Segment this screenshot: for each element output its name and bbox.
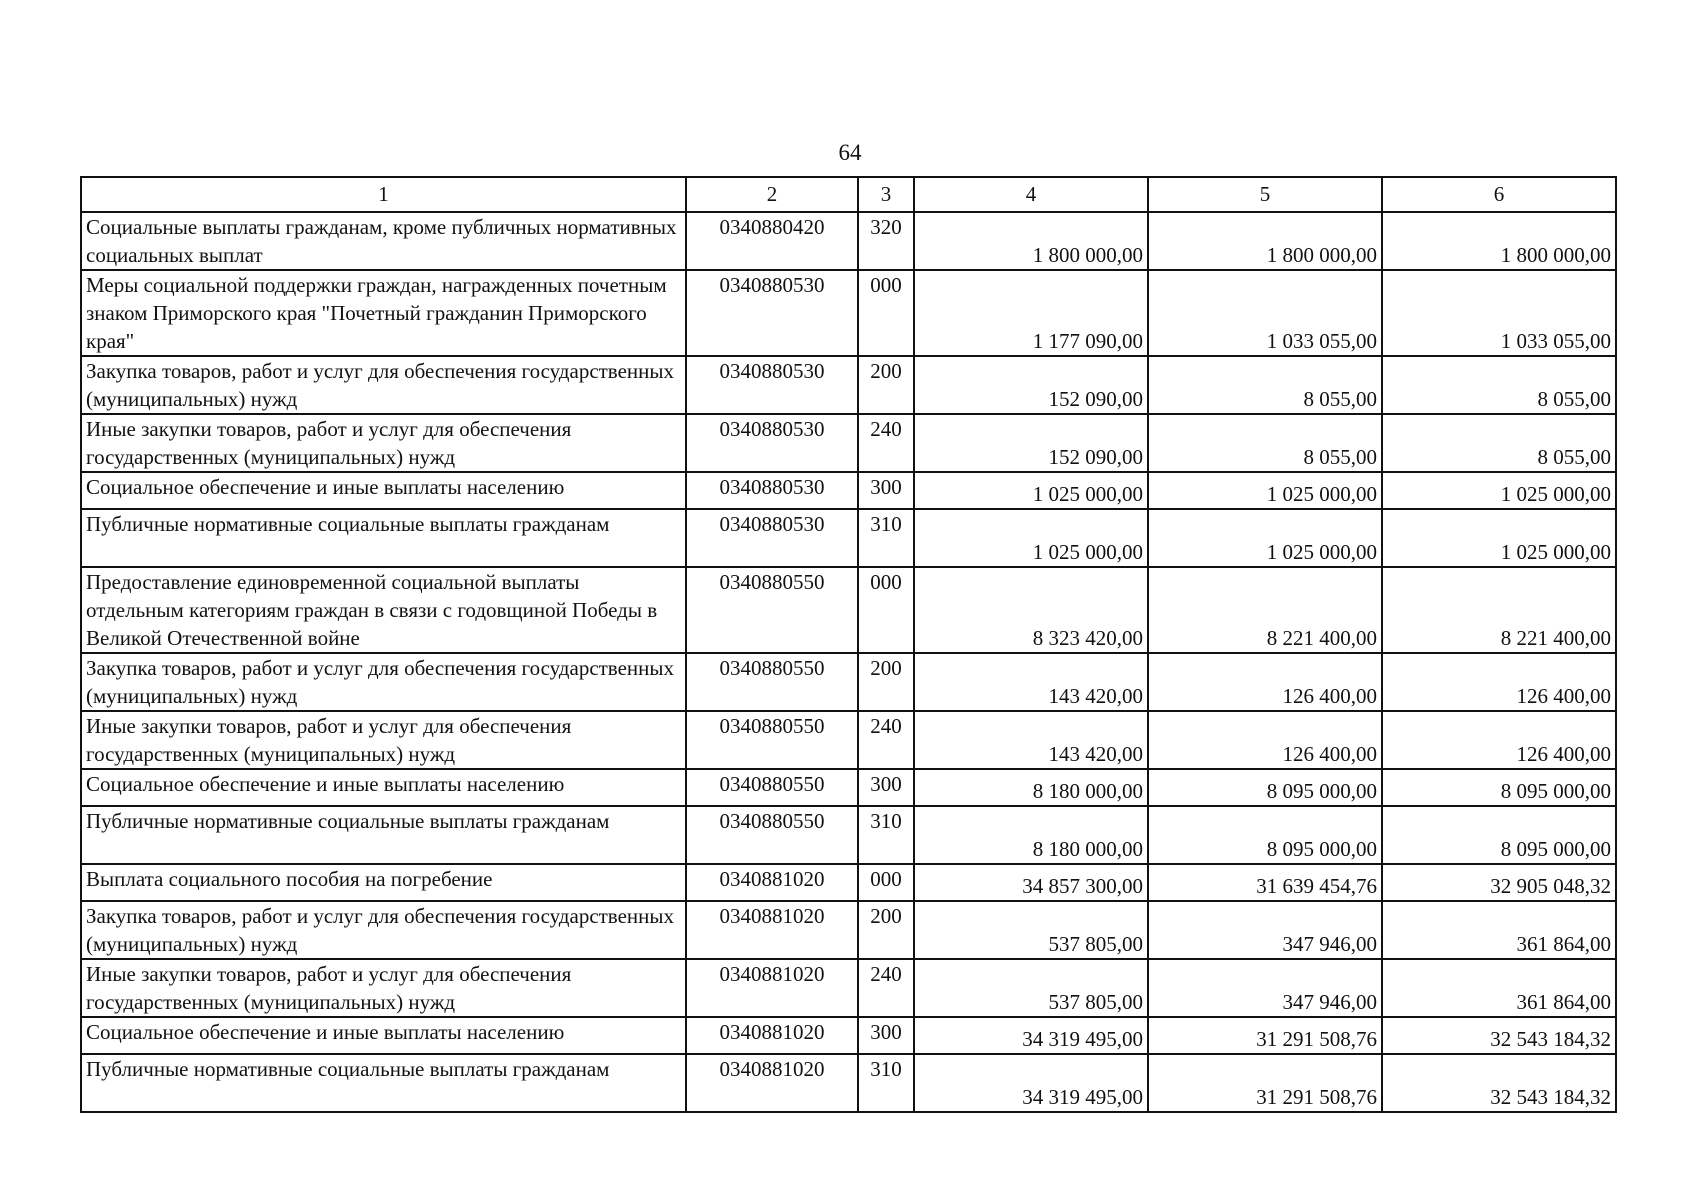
row-value-1-cell: 152 090,00 xyxy=(914,414,1148,472)
row-value-2-cell: 1 800 000,00 xyxy=(1148,212,1382,270)
row-csr-cell: 0340880550 xyxy=(686,567,858,653)
row-csr-cell: 0340880530 xyxy=(686,509,858,567)
page-number: 64 xyxy=(838,140,862,165)
row-value-1-cell: 8 180 000,00 xyxy=(914,769,1148,806)
row-vr-cell: 240 xyxy=(858,414,914,472)
row-csr-cell: 0340881020 xyxy=(686,901,858,959)
row-value-3-cell: 32 543 184,32 xyxy=(1382,1054,1616,1112)
row-vr-cell: 320 xyxy=(858,212,914,270)
row-value-1-cell: 1 177 090,00 xyxy=(914,270,1148,356)
row-csr-cell: 0340880550 xyxy=(686,769,858,806)
row-value-2-cell: 31 639 454,76 xyxy=(1148,864,1382,901)
row-name-cell: Публичные нормативные социальные выплаты гражданам xyxy=(81,509,686,567)
row-vr-cell: 300 xyxy=(858,769,914,806)
row-value-2-cell: 1 025 000,00 xyxy=(1148,509,1382,567)
row-csr-cell: 0340881020 xyxy=(686,959,858,1017)
table-row xyxy=(81,472,1616,509)
column-header-6: 6 xyxy=(1382,177,1616,212)
row-value-2-cell: 8 221 400,00 xyxy=(1148,567,1382,653)
row-vr-cell: 200 xyxy=(858,901,914,959)
row-name-cell: Социальные выплаты гражданам, кроме публичных нормативных социальных выплат xyxy=(81,212,686,270)
row-name-cell: Иные закупки товаров, работ и услуг для обеспечения государственных (муниципальных) нужд xyxy=(81,414,686,472)
row-name-cell: Социальное обеспечение и иные выплаты населению xyxy=(81,472,686,509)
table-row xyxy=(81,567,1616,653)
table-row xyxy=(81,864,1616,901)
row-vr-cell: 000 xyxy=(858,864,914,901)
table-row xyxy=(81,711,1616,769)
row-value-1-cell: 537 805,00 xyxy=(914,901,1148,959)
row-name-cell: Закупка товаров, работ и услуг для обеспечения государственных (муниципальных) нужд xyxy=(81,901,686,959)
row-name-cell: Социальное обеспечение и иные выплаты населению xyxy=(81,769,686,806)
row-value-3-cell: 8 095 000,00 xyxy=(1382,769,1616,806)
row-value-1-cell: 143 420,00 xyxy=(914,711,1148,769)
row-csr-cell: 0340880550 xyxy=(686,653,858,711)
row-name-cell: Предоставление единовременной социальной выплаты отдельным категориям граждан в связи с годовщиной Победы в Великой Отечественной войне xyxy=(81,567,686,653)
table-row xyxy=(81,509,1616,567)
row-name-cell: Закупка товаров, работ и услуг для обеспечения государственных (муниципальных) нужд xyxy=(81,356,686,414)
row-value-3-cell: 8 055,00 xyxy=(1382,414,1616,472)
row-csr-cell: 0340881020 xyxy=(686,1017,858,1054)
row-vr-cell: 240 xyxy=(858,959,914,1017)
row-csr-cell: 0340881020 xyxy=(686,1054,858,1112)
row-vr-cell: 310 xyxy=(858,806,914,864)
row-name-cell: Социальное обеспечение и иные выплаты населению xyxy=(81,1017,686,1054)
table-row xyxy=(81,901,1616,959)
column-header-5: 5 xyxy=(1148,177,1382,212)
row-csr-cell: 0340881020 xyxy=(686,864,858,901)
row-value-3-cell: 8 221 400,00 xyxy=(1382,567,1616,653)
row-csr-cell: 0340880550 xyxy=(686,711,858,769)
column-header-1: 1 xyxy=(81,177,686,212)
row-value-3-cell: 361 864,00 xyxy=(1382,901,1616,959)
table-row xyxy=(81,959,1616,1017)
column-header-3: 3 xyxy=(858,177,914,212)
column-header-4: 4 xyxy=(914,177,1148,212)
row-value-3-cell: 1 025 000,00 xyxy=(1382,472,1616,509)
row-csr-cell: 0340880420 xyxy=(686,212,858,270)
row-vr-cell: 240 xyxy=(858,711,914,769)
row-vr-cell: 000 xyxy=(858,270,914,356)
row-name-cell: Иные закупки товаров, работ и услуг для обеспечения государственных (муниципальных) нужд xyxy=(81,959,686,1017)
row-value-3-cell: 126 400,00 xyxy=(1382,711,1616,769)
row-value-1-cell: 143 420,00 xyxy=(914,653,1148,711)
row-value-3-cell: 1 033 055,00 xyxy=(1382,270,1616,356)
row-value-2-cell: 8 055,00 xyxy=(1148,356,1382,414)
row-value-2-cell: 126 400,00 xyxy=(1148,653,1382,711)
row-value-3-cell: 126 400,00 xyxy=(1382,653,1616,711)
row-value-3-cell: 8 095 000,00 xyxy=(1382,806,1616,864)
row-value-3-cell: 32 543 184,32 xyxy=(1382,1017,1616,1054)
row-value-2-cell: 8 095 000,00 xyxy=(1148,806,1382,864)
row-name-cell: Закупка товаров, работ и услуг для обеспечения государственных (муниципальных) нужд xyxy=(81,653,686,711)
budget-table xyxy=(80,176,1617,1113)
table-row xyxy=(81,414,1616,472)
row-value-1-cell: 1 025 000,00 xyxy=(914,509,1148,567)
row-vr-cell: 200 xyxy=(858,653,914,711)
row-vr-cell: 000 xyxy=(858,567,914,653)
row-value-1-cell: 8 323 420,00 xyxy=(914,567,1148,653)
row-value-1-cell: 152 090,00 xyxy=(914,356,1148,414)
column-header-2: 2 xyxy=(686,177,858,212)
row-value-2-cell: 126 400,00 xyxy=(1148,711,1382,769)
row-csr-cell: 0340880530 xyxy=(686,356,858,414)
row-vr-cell: 200 xyxy=(858,356,914,414)
row-csr-cell: 0340880530 xyxy=(686,472,858,509)
row-value-2-cell: 1 025 000,00 xyxy=(1148,472,1382,509)
table-row xyxy=(81,806,1616,864)
row-value-2-cell: 8 055,00 xyxy=(1148,414,1382,472)
table-header-row xyxy=(81,177,1616,212)
row-name-cell: Выплата социального пособия на погребение xyxy=(81,864,686,901)
row-value-3-cell: 32 905 048,32 xyxy=(1382,864,1616,901)
table-row xyxy=(81,270,1616,356)
row-csr-cell: 0340880530 xyxy=(686,414,858,472)
row-csr-cell: 0340880530 xyxy=(686,270,858,356)
table-row xyxy=(81,1054,1616,1112)
row-vr-cell: 310 xyxy=(858,509,914,567)
row-value-1-cell: 34 319 495,00 xyxy=(914,1054,1148,1112)
row-vr-cell: 300 xyxy=(858,1017,914,1054)
row-value-3-cell: 1 800 000,00 xyxy=(1382,212,1616,270)
row-name-cell: Публичные нормативные социальные выплаты гражданам xyxy=(81,1054,686,1112)
table-row xyxy=(81,769,1616,806)
row-value-1-cell: 1 025 000,00 xyxy=(914,472,1148,509)
row-csr-cell: 0340880550 xyxy=(686,806,858,864)
row-value-2-cell: 347 946,00 xyxy=(1148,959,1382,1017)
row-value-1-cell: 34 319 495,00 xyxy=(914,1017,1148,1054)
row-value-1-cell: 8 180 000,00 xyxy=(914,806,1148,864)
row-name-cell: Публичные нормативные социальные выплаты гражданам xyxy=(81,806,686,864)
row-value-2-cell: 31 291 508,76 xyxy=(1148,1054,1382,1112)
row-value-1-cell: 1 800 000,00 xyxy=(914,212,1148,270)
table-row xyxy=(81,212,1616,270)
row-vr-cell: 310 xyxy=(858,1054,914,1112)
row-name-cell: Иные закупки товаров, работ и услуг для обеспечения государственных (муниципальных) нужд xyxy=(81,711,686,769)
row-value-3-cell: 8 055,00 xyxy=(1382,356,1616,414)
row-value-3-cell: 361 864,00 xyxy=(1382,959,1616,1017)
row-value-2-cell: 31 291 508,76 xyxy=(1148,1017,1382,1054)
row-value-2-cell: 8 095 000,00 xyxy=(1148,769,1382,806)
row-value-1-cell: 34 857 300,00 xyxy=(914,864,1148,901)
row-value-1-cell: 537 805,00 xyxy=(914,959,1148,1017)
row-value-2-cell: 1 033 055,00 xyxy=(1148,270,1382,356)
table-row xyxy=(81,1017,1616,1054)
row-value-2-cell: 347 946,00 xyxy=(1148,901,1382,959)
row-vr-cell: 300 xyxy=(858,472,914,509)
table-row xyxy=(81,653,1616,711)
row-name-cell: Меры социальной поддержки граждан, награжденных почетным знаком Приморского края "Почетный гражданин Приморского края" xyxy=(81,270,686,356)
table-row xyxy=(81,356,1616,414)
row-value-3-cell: 1 025 000,00 xyxy=(1382,509,1616,567)
